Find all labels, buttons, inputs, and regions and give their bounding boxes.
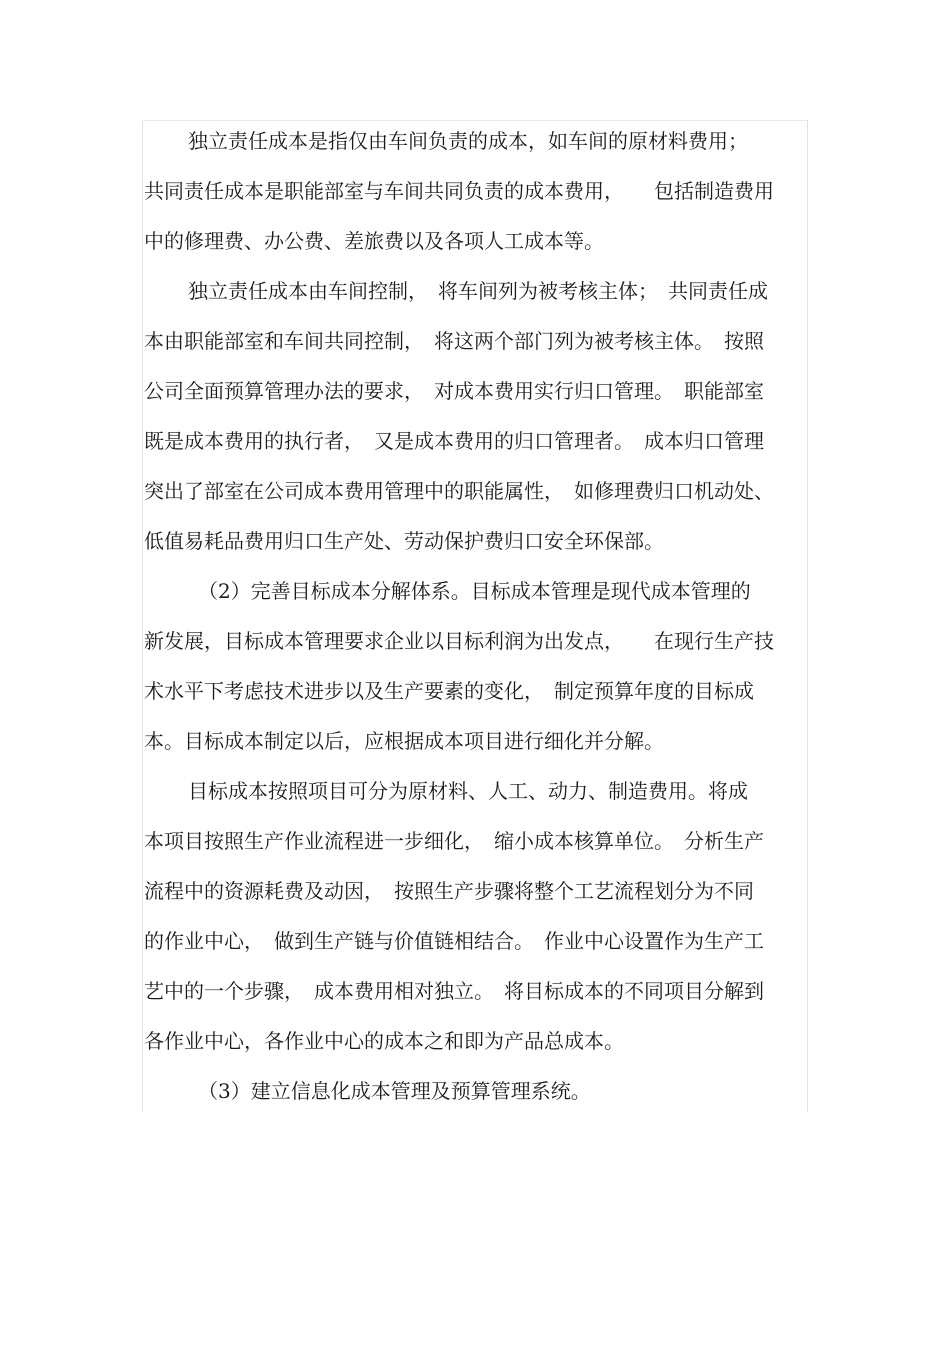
text-line: 流程中的资源耗费及动因， 按照生产步骤将整个工艺流程划分为不同 bbox=[144, 879, 754, 903]
text-line: 中的修理费、办公费、差旅费以及各项人工成本等。 bbox=[144, 229, 604, 253]
text-line: 各作业中心，各作业中心的成本之和即为产品总成本。 bbox=[144, 1029, 624, 1053]
text-line: 目标成本按照项目可分为原材料、人工、动力、制造费用。将成 bbox=[188, 779, 748, 803]
text-line: 新发展，目标成本管理要求企业以目标利润为出发点， 在现行生产技 bbox=[144, 629, 774, 653]
text-line: 独立责任成本是指仅由车间负责的成本，如车间的原材料费用； bbox=[188, 129, 748, 153]
text-line: 本。目标成本制定以后，应根据成本项目进行细化并分解。 bbox=[144, 729, 664, 753]
text-line: 本由职能部室和车间共同控制， 将这两个部门列为被考核主体。 按照 bbox=[144, 329, 764, 353]
text-line: 既是成本费用的执行者， 又是成本费用的归口管理者。 成本归口管理 bbox=[144, 429, 764, 453]
text-line: 共同责任成本是职能部室与车间共同负责的成本费用， 包括制造费用 bbox=[144, 179, 774, 203]
text-line: 本项目按照生产作业流程进一步细化， 缩小成本核算单位。 分析生产 bbox=[144, 829, 764, 853]
section-heading-2: （2）完善目标成本分解体系。目标成本管理是现代成本管理的 bbox=[198, 579, 751, 603]
text-line: 艺中的一个步骤， 成本费用相对独立。 将目标成本的不同项目分解到 bbox=[144, 979, 764, 1003]
text-line: 独立责任成本由车间控制， 将车间列为被考核主体； 共同责任成 bbox=[188, 279, 768, 303]
text-line: 突出了部室在公司成本费用管理中的职能属性， 如修理费归口机动处、 bbox=[144, 479, 774, 503]
section-heading-3: （3）建立信息化成本管理及预算管理系统。 bbox=[198, 1079, 591, 1103]
text-line: 的作业中心， 做到生产链与价值链相结合。 作业中心设置作为生产工 bbox=[144, 929, 764, 953]
document-body bbox=[144, 116, 808, 1116]
text-line: 术水平下考虑技术进步以及生产要素的变化， 制定预算年度的目标成 bbox=[144, 679, 754, 703]
text-line: 公司全面预算管理办法的要求， 对成本费用实行归口管理。 职能部室 bbox=[144, 379, 764, 403]
text-line: 低值易耗品费用归口生产处、劳动保护费归口安全环保部。 bbox=[144, 529, 664, 553]
